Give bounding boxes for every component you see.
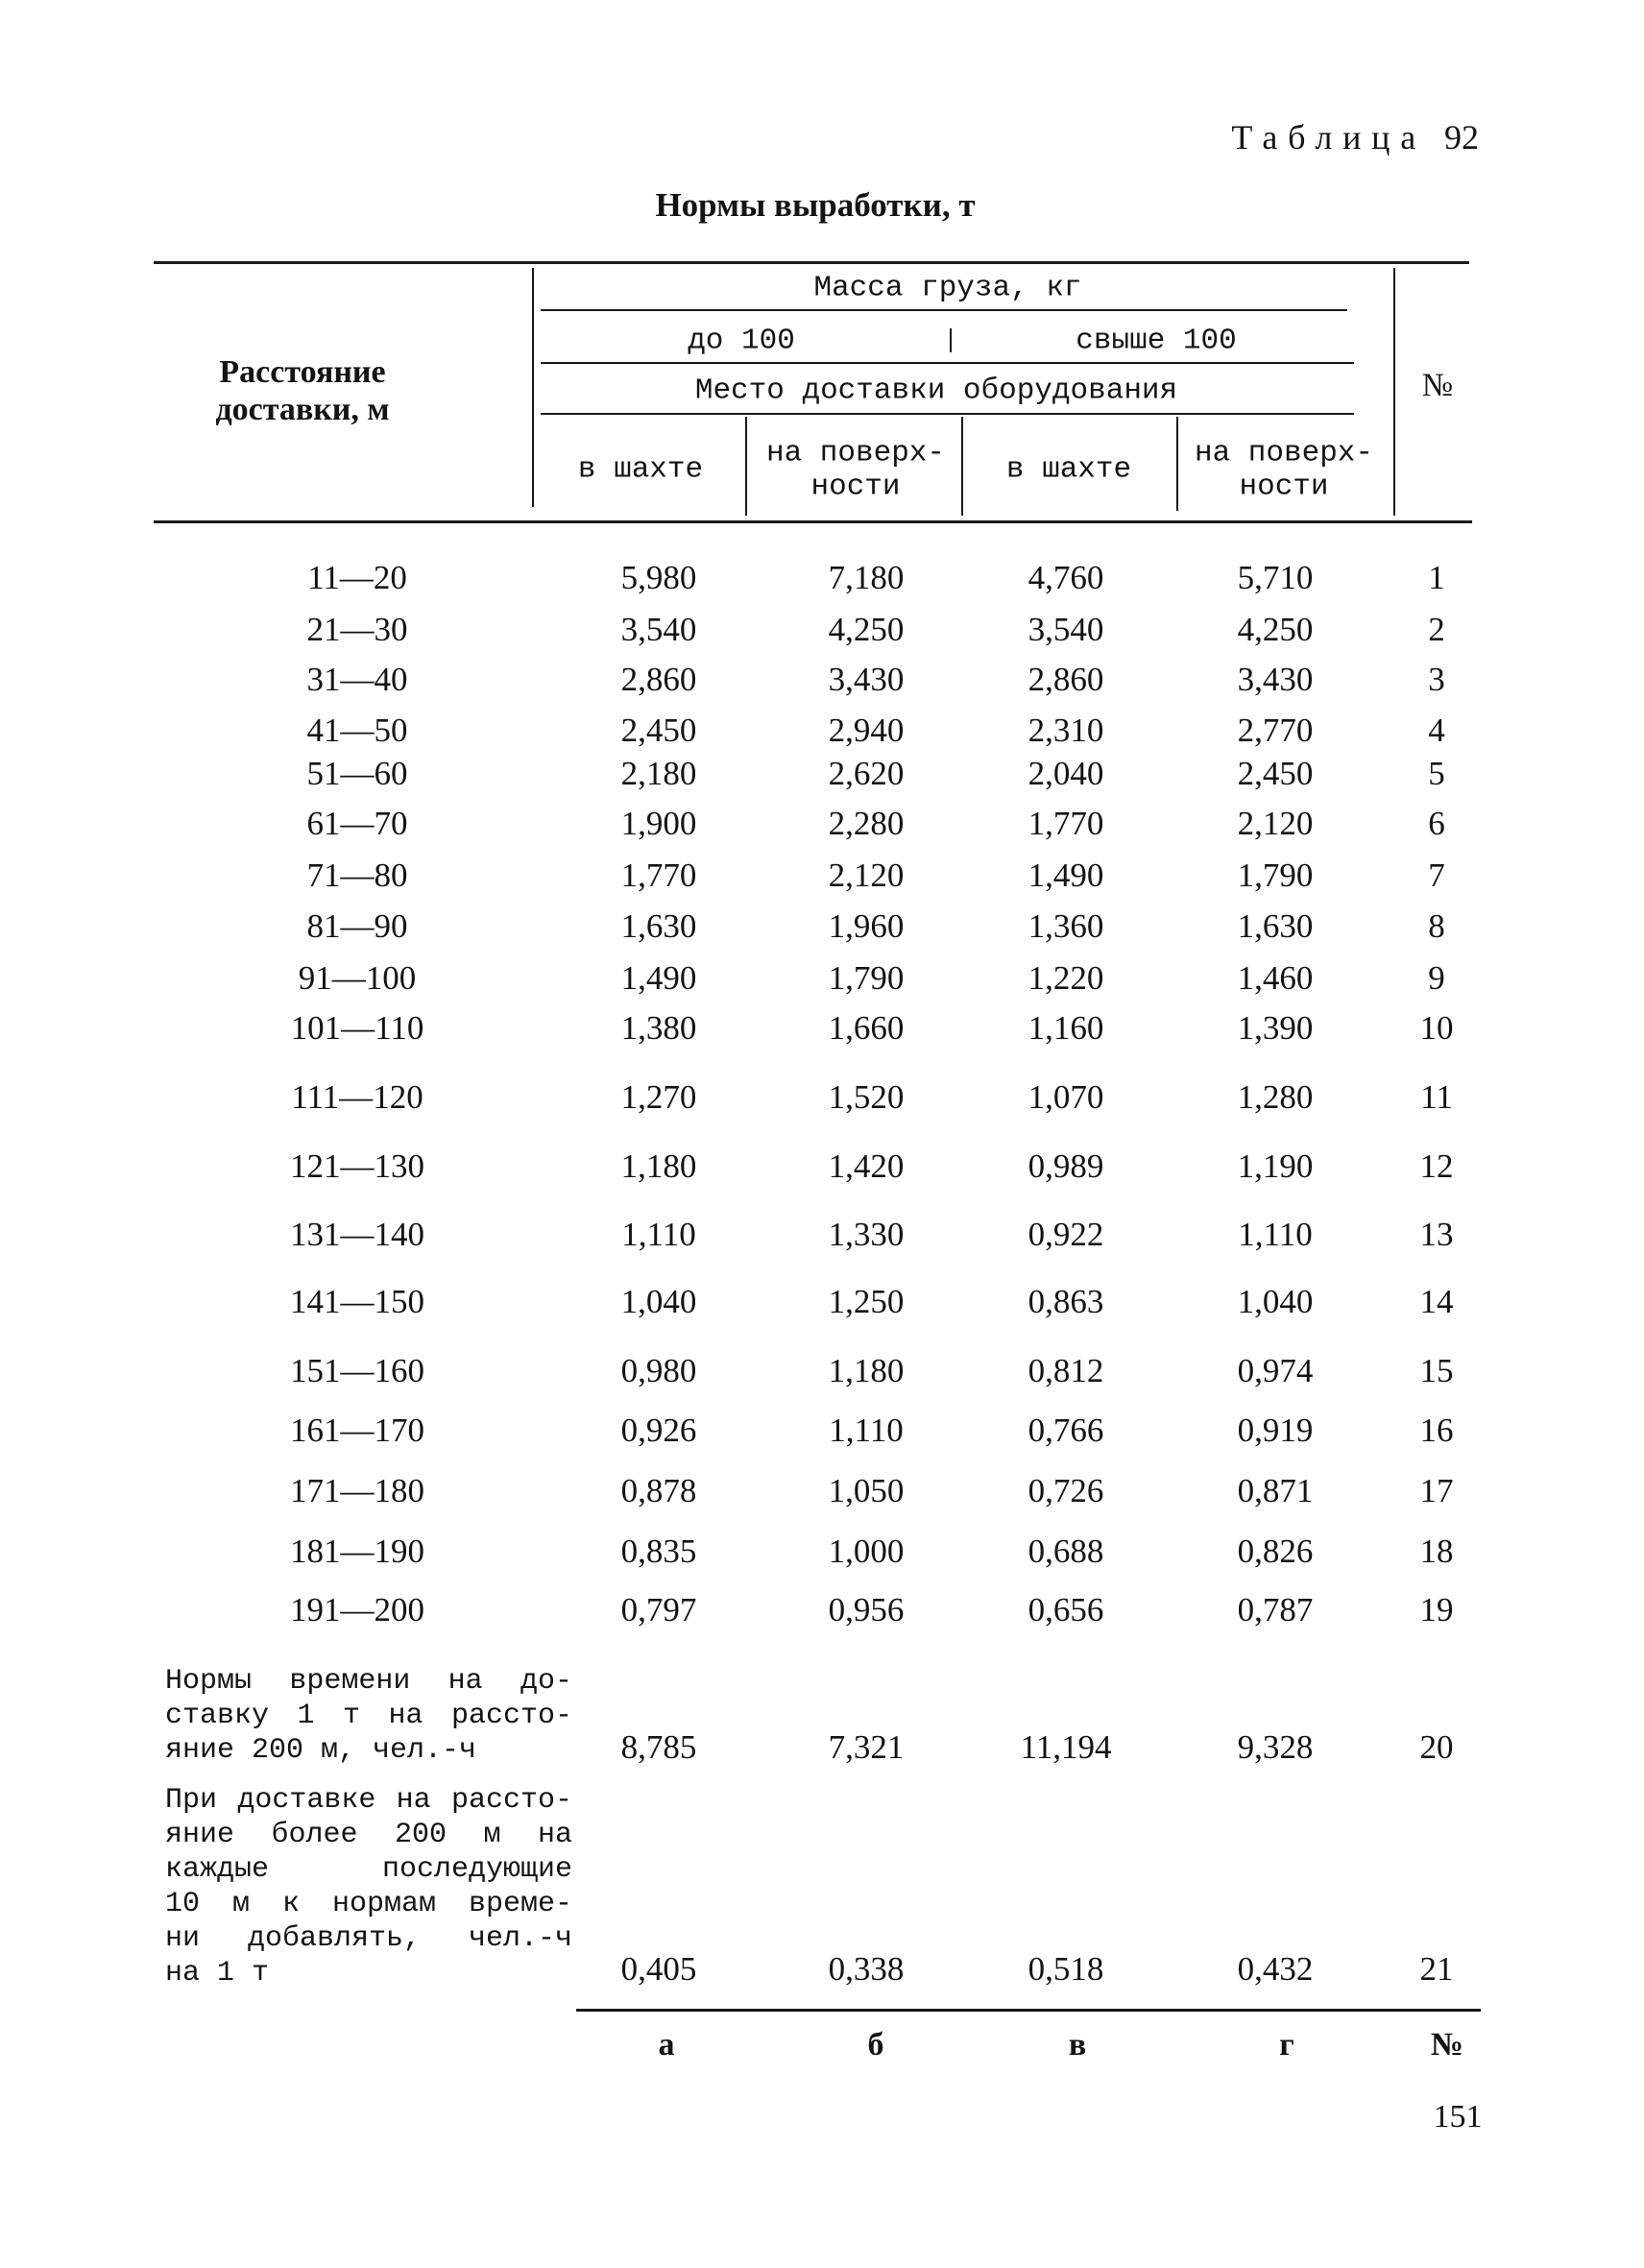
value-cell-v: 1,070 xyxy=(1028,1078,1104,1116)
value-cell-v: 1,360 xyxy=(1028,907,1104,945)
value-cell-b: 7,321 xyxy=(828,1728,905,1766)
col-v-header: в шахте xyxy=(1005,452,1132,487)
delivery-place-rule xyxy=(541,413,1354,415)
value-cell-a: 1,380 xyxy=(620,1009,697,1047)
value-cell-a: 1,180 xyxy=(620,1147,697,1185)
value-cell-g: 0,919 xyxy=(1237,1411,1314,1449)
value-cell-a: 1,110 xyxy=(621,1216,696,1253)
value-cell-v: 0,656 xyxy=(1028,1591,1104,1629)
value-cell-v: 1,770 xyxy=(1028,805,1104,842)
value-cell-a: 0,835 xyxy=(620,1532,697,1570)
cargo-mass-header: Масса груза, кг xyxy=(813,271,1082,305)
cargo-mass-rule xyxy=(541,309,1347,311)
value-cell-g: 2,770 xyxy=(1237,712,1314,749)
distance-cell: 191—200 xyxy=(290,1591,424,1629)
value-cell-v: 1,490 xyxy=(1028,857,1104,894)
row-number-cell: 5 xyxy=(1428,755,1445,792)
value-cell-b: 2,280 xyxy=(828,805,905,842)
table-number: 92 xyxy=(1444,118,1479,157)
value-cell-a: 1,770 xyxy=(620,857,697,894)
distance-cell: 61—70 xyxy=(306,805,408,842)
footer-number: № xyxy=(1430,2027,1464,2063)
distance-cell: 101—110 xyxy=(290,1009,424,1047)
table-title: Нормы выработки, т xyxy=(655,186,976,224)
value-cell-b: 1,050 xyxy=(828,1472,905,1509)
table-top-rule xyxy=(154,261,1469,264)
value-cell-g: 1,630 xyxy=(1237,907,1314,945)
table-label: Таблица xyxy=(1231,118,1426,157)
value-cell-b: 1,660 xyxy=(828,1009,905,1047)
row-number-cell: 7 xyxy=(1428,857,1445,894)
value-cell-g: 1,110 xyxy=(1238,1216,1313,1253)
row-number-cell: 16 xyxy=(1419,1411,1454,1449)
value-cell-g: 1,190 xyxy=(1237,1147,1314,1185)
row-number-cell: 6 xyxy=(1428,805,1445,842)
footer-col-v: в xyxy=(1068,2027,1087,2063)
value-cell-v: 0,726 xyxy=(1028,1472,1104,1509)
value-cell-g: 1,390 xyxy=(1237,1009,1314,1047)
value-cell-v: 0,688 xyxy=(1028,1532,1104,1570)
distance-cell: 151—160 xyxy=(290,1352,424,1389)
row-number-cell: 1 xyxy=(1428,559,1445,596)
subcol-divider-3 xyxy=(1176,417,1178,511)
value-cell-g: 0,974 xyxy=(1237,1352,1314,1389)
row-number-cell: 14 xyxy=(1419,1283,1454,1320)
value-cell-b: 2,940 xyxy=(828,712,905,749)
col-b-header-line2: ности xyxy=(810,470,901,504)
value-cell-b: 1,330 xyxy=(828,1216,905,1253)
subcol-divider-2 xyxy=(961,417,963,516)
value-cell-g: 1,460 xyxy=(1237,959,1314,997)
value-cell-v: 2,310 xyxy=(1028,712,1104,749)
value-cell-a: 0,878 xyxy=(620,1472,697,1509)
row-number-cell: 20 xyxy=(1419,1728,1454,1766)
value-cell-g: 3,430 xyxy=(1237,661,1314,698)
value-cell-v: 1,220 xyxy=(1028,959,1104,997)
value-cell-b: 2,120 xyxy=(828,857,905,894)
row-number-cell: 2 xyxy=(1428,611,1445,648)
distance-cell: 41—50 xyxy=(306,712,408,749)
distance-cell: 121—130 xyxy=(290,1147,424,1185)
row-number-cell: 9 xyxy=(1428,959,1445,997)
row-number-cell: 17 xyxy=(1419,1472,1454,1509)
value-cell-b: 7,180 xyxy=(828,559,905,596)
value-cell-a: 1,900 xyxy=(620,805,697,842)
value-cell-a: 0,405 xyxy=(620,1950,697,1988)
distance-cell: 81—90 xyxy=(306,907,408,945)
value-cell-a: 5,980 xyxy=(620,559,697,596)
value-cell-g: 0,826 xyxy=(1237,1532,1314,1570)
distance-cell: 91—100 xyxy=(298,959,417,997)
table-caption xyxy=(1231,116,1479,158)
value-cell-v: 2,860 xyxy=(1028,661,1104,698)
value-cell-b: 0,956 xyxy=(828,1591,905,1629)
value-cell-a: 0,980 xyxy=(620,1352,697,1389)
row-number-cell: 19 xyxy=(1419,1591,1454,1629)
row-number-cell: 21 xyxy=(1419,1950,1454,1988)
value-cell-a: 2,180 xyxy=(620,755,697,792)
value-cell-a: 2,860 xyxy=(620,661,697,698)
value-cell-g: 0,432 xyxy=(1237,1950,1314,1988)
row-number-cell: 12 xyxy=(1419,1147,1454,1185)
value-cell-g: 9,328 xyxy=(1237,1728,1314,1766)
value-cell-g: 1,790 xyxy=(1237,857,1314,894)
note-line: Нормы времени на до- xyxy=(165,1665,572,1698)
value-cell-v: 0,863 xyxy=(1028,1283,1104,1320)
value-cell-b: 1,420 xyxy=(828,1147,905,1185)
distance-cell: 31—40 xyxy=(306,661,408,698)
value-cell-b: 1,110 xyxy=(829,1411,904,1449)
row-number-cell: 18 xyxy=(1419,1532,1454,1570)
value-cell-g: 2,450 xyxy=(1237,755,1314,792)
value-cell-g: 1,040 xyxy=(1237,1283,1314,1320)
value-cell-v: 0,989 xyxy=(1028,1147,1104,1185)
value-cell-g: 4,250 xyxy=(1237,611,1314,648)
col-b-header-line1: на поверх- xyxy=(765,436,946,470)
value-cell-a: 8,785 xyxy=(620,1728,697,1766)
row-number-cell: 13 xyxy=(1419,1216,1454,1253)
value-cell-v: 0,766 xyxy=(1028,1411,1104,1449)
distance-cell: 11—20 xyxy=(307,559,407,596)
value-cell-a: 0,926 xyxy=(620,1411,697,1449)
value-cell-a: 1,490 xyxy=(620,959,697,997)
number-header: № xyxy=(1421,368,1454,403)
table-bottom-rule xyxy=(576,2009,1481,2012)
value-cell-v: 11,194 xyxy=(1020,1728,1112,1766)
distance-cell: 171—180 xyxy=(290,1472,424,1509)
value-cell-v: 4,760 xyxy=(1028,559,1104,596)
value-cell-b: 1,180 xyxy=(828,1352,905,1389)
value-cell-v: 1,160 xyxy=(1028,1009,1104,1047)
footer-col-b: б xyxy=(867,2027,884,2063)
value-cell-b: 4,250 xyxy=(828,611,905,648)
mass-group-rule xyxy=(541,362,1354,364)
note-line: яние более 200 м на xyxy=(165,1819,572,1851)
mass-group-divider xyxy=(950,328,952,352)
note-line: каждые последующие xyxy=(165,1853,572,1886)
value-cell-b: 1,000 xyxy=(828,1532,905,1570)
distance-cell: 71—80 xyxy=(306,857,408,894)
value-cell-a: 0,797 xyxy=(620,1591,697,1629)
note-line: 10 м к нормам време- xyxy=(165,1888,572,1920)
distance-header-line1: Расстояние xyxy=(219,354,386,390)
note-line: ни добавлять, чел.-ч xyxy=(165,1922,572,1955)
row-number-cell: 4 xyxy=(1428,712,1445,749)
value-cell-a: 3,540 xyxy=(620,611,697,648)
value-cell-b: 1,250 xyxy=(828,1283,905,1320)
row-number-cell: 10 xyxy=(1419,1009,1454,1047)
mass-up-to-header: до 100 xyxy=(688,324,795,358)
value-cell-b: 1,790 xyxy=(828,959,905,997)
header-bottom-rule xyxy=(154,520,1472,523)
note-line: яние 200 м, чел.-ч xyxy=(165,1734,477,1767)
note-line: ставку 1 т на рассто- xyxy=(165,1700,572,1732)
value-cell-g: 1,280 xyxy=(1237,1078,1314,1116)
distance-header-line2: доставки, м xyxy=(215,392,390,427)
distance-cell: 111—120 xyxy=(291,1078,423,1116)
delivery-place-header: Место доставки оборудования xyxy=(694,374,1178,408)
value-cell-g: 5,710 xyxy=(1237,559,1314,596)
value-cell-a: 1,630 xyxy=(620,907,697,945)
value-cell-a: 2,450 xyxy=(620,712,697,749)
value-cell-b: 0,338 xyxy=(828,1950,905,1988)
value-cell-g: 2,120 xyxy=(1237,805,1314,842)
distance-cell: 141—150 xyxy=(290,1283,424,1320)
note-line: на 1 т xyxy=(165,1957,270,1990)
footer-col-g: г xyxy=(1279,2027,1294,2063)
value-cell-v: 3,540 xyxy=(1028,611,1104,648)
row-number-cell: 3 xyxy=(1428,661,1445,698)
value-cell-b: 3,430 xyxy=(828,661,905,698)
value-cell-v: 0,922 xyxy=(1028,1216,1104,1253)
note-text xyxy=(165,1783,572,1991)
row-number-cell: 15 xyxy=(1419,1352,1454,1389)
value-cell-b: 1,520 xyxy=(828,1078,905,1116)
distance-cell: 131—140 xyxy=(290,1216,424,1253)
distance-cell: 161—170 xyxy=(290,1411,424,1449)
value-cell-v: 0,518 xyxy=(1028,1950,1104,1988)
value-cell-g: 0,871 xyxy=(1237,1472,1314,1509)
subcol-divider-1 xyxy=(745,417,747,516)
header-divider-left xyxy=(532,268,534,507)
header-divider-right xyxy=(1393,268,1395,516)
mass-over-header: свыше 100 xyxy=(1076,324,1237,358)
distance-cell: 51—60 xyxy=(306,755,408,792)
col-a-header: в шахте xyxy=(577,452,704,487)
col-g-header-line1: на поверх- xyxy=(1194,436,1374,470)
row-number-cell: 11 xyxy=(1420,1078,1453,1116)
value-cell-a: 1,270 xyxy=(620,1078,697,1116)
note-text xyxy=(165,1664,572,1768)
value-cell-v: 0,812 xyxy=(1028,1352,1104,1389)
note-line: При доставке на рассто- xyxy=(165,1784,572,1817)
distance-cell: 181—190 xyxy=(290,1532,424,1570)
value-cell-b: 2,620 xyxy=(828,755,905,792)
row-number-cell: 8 xyxy=(1428,907,1445,945)
value-cell-g: 0,787 xyxy=(1237,1591,1314,1629)
col-g-header-line2: ности xyxy=(1239,470,1329,504)
value-cell-v: 2,040 xyxy=(1028,755,1104,792)
footer-col-a: а xyxy=(658,2027,675,2063)
value-cell-b: 1,960 xyxy=(828,907,905,945)
page-number: 151 xyxy=(1433,2099,1483,2135)
distance-cell: 21—30 xyxy=(306,611,408,648)
value-cell-a: 1,040 xyxy=(620,1283,697,1320)
